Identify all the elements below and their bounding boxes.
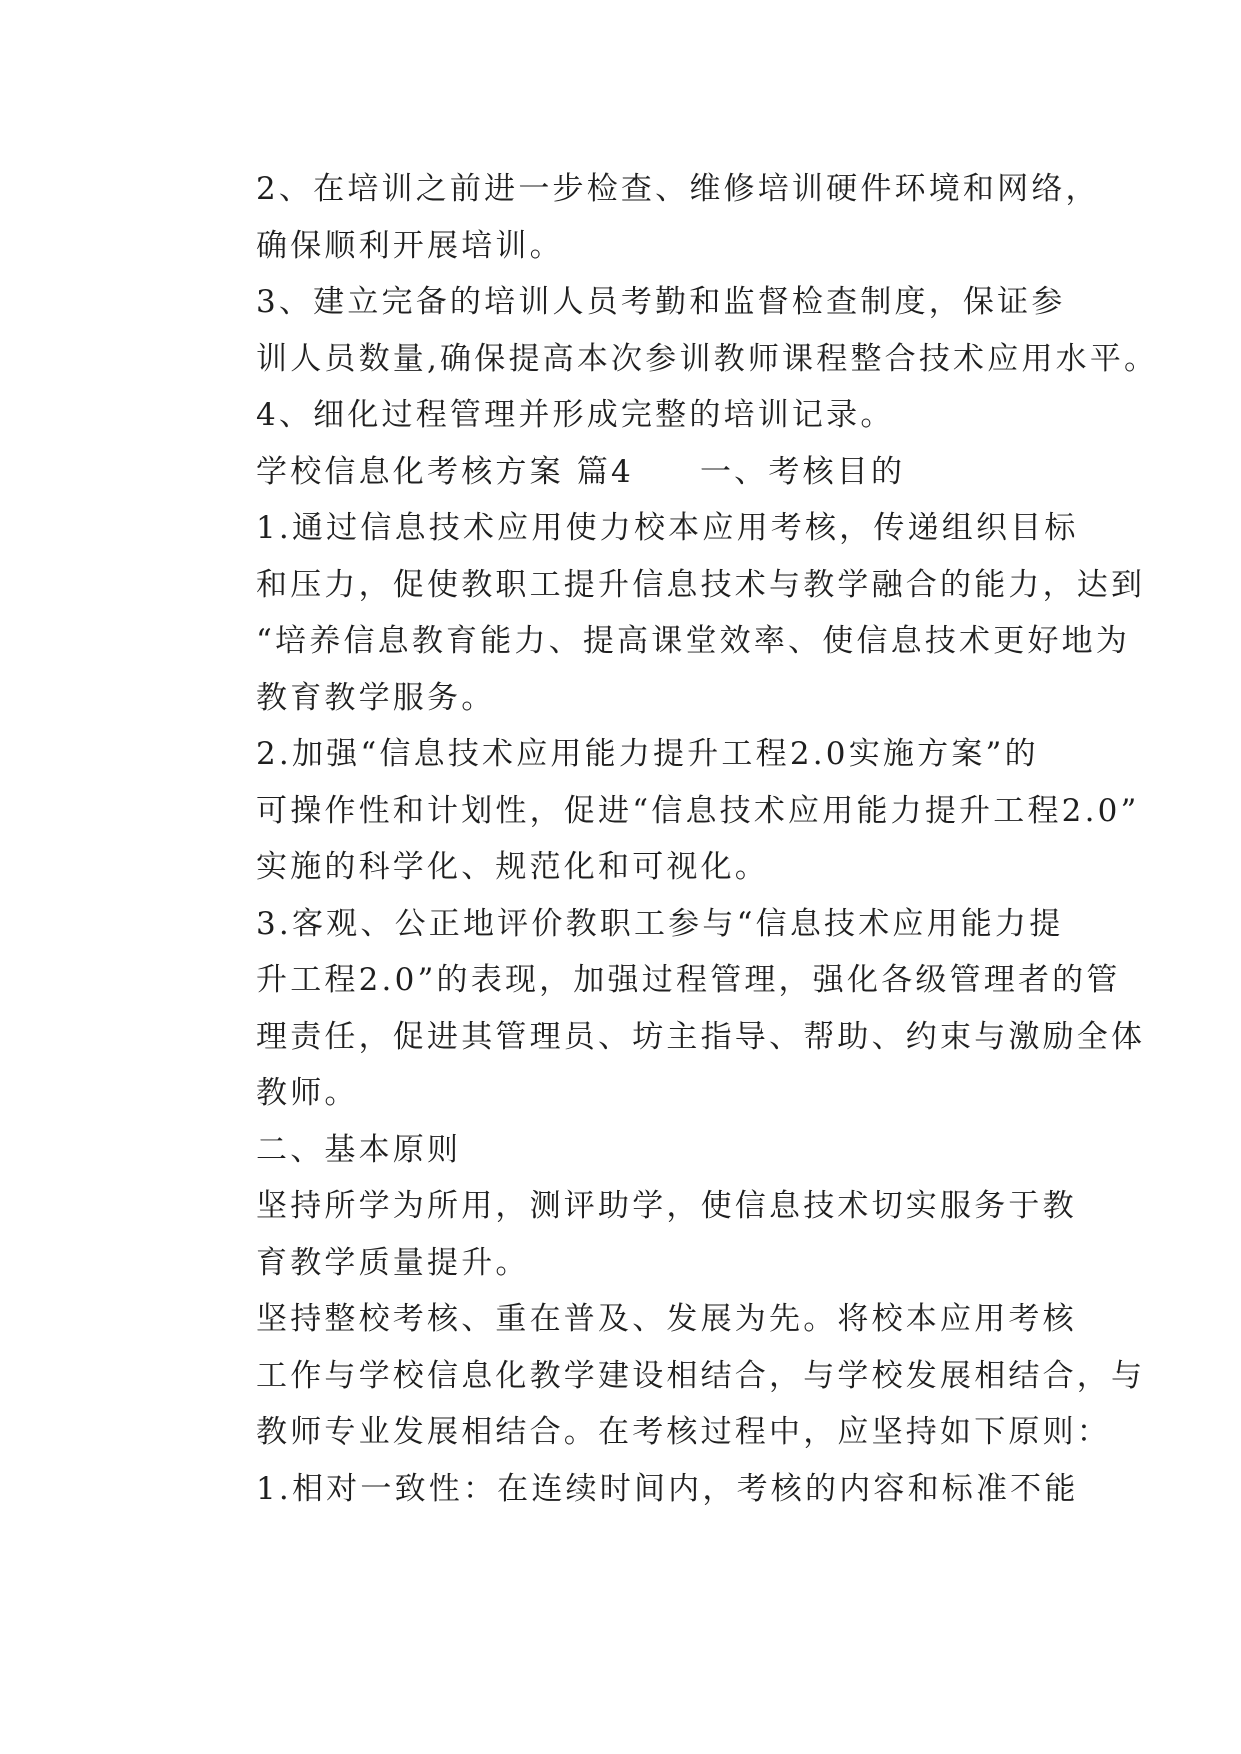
section-heading-basic-principles: [192, 1122, 1052, 1179]
text-line: 训人员数量,确保提高本次参训教师课程整合技术应用水平。: [256, 340, 1159, 377]
paragraph-purpose-1: [192, 500, 1146, 726]
text-line: 2.加强“信息技术应用能力提升工程2.0实施方案”的: [256, 736, 1039, 772]
document-body: [192, 161, 1159, 1517]
paragraph-purpose-2: [192, 726, 1140, 896]
text-line: 实施的科学化、规范化和可视化。: [256, 849, 769, 885]
text-line: 1.相对一致性：在连续时间内，考核的内容和标准不能: [256, 1470, 1079, 1507]
text-line: 3、建立完备的培训人员考勤和监督检查制度，保证参: [256, 284, 1066, 320]
section-heading-assessment-purpose: 一、考核目的: [699, 453, 906, 490]
paragraph-attendance-system: [192, 274, 1159, 387]
text-line: 教育教学服务。: [256, 679, 496, 716]
text-line: 工作与学校信息化教学建设相结合，与学校发展相结合，与: [256, 1357, 1146, 1394]
text-line: 理责任，促进其管理员、坊主指导、帮助、约束与激励全体: [256, 1018, 1146, 1055]
section-title-line: [192, 444, 1052, 501]
text-line: 二、基本原则: [256, 1131, 462, 1168]
text-line: 可操作性和计划性，促进“信息技术应用能力提升工程2.0”: [256, 792, 1140, 829]
text-line: 和压力，促使教职工提升信息技术与教学融合的能力，达到: [256, 566, 1146, 603]
text-line: 2、在培训之前进一步检查、维修培训硬件环境和网络，: [256, 171, 1100, 207]
paragraph-consistency-principle: [192, 1461, 1079, 1518]
text-line: 教师。: [256, 1075, 359, 1111]
document-title: 学校信息化考核方案 篇4: [256, 453, 634, 490]
text-line: 1.通过信息技术应用使力校本应用考核，传递组织目标: [256, 510, 1079, 546]
text-line: 坚持整校考核、重在普及、发展为先。将校本应用考核: [256, 1301, 1077, 1337]
text-line: 3.客观、公正地评价教职工参与“信息技术应用能力提: [256, 905, 1064, 942]
text-line: 育教学质量提升。: [256, 1244, 530, 1281]
text-line: 确保顺利开展培训。: [256, 227, 564, 264]
text-line: 教师专业发展相结合。在考核过程中，应坚持如下原则：: [256, 1414, 1111, 1450]
text-line: 升工程2.0”的表现，加强过程管理，强化各级管理者的管: [256, 962, 1121, 998]
paragraph-principle-learning: [192, 1178, 1077, 1291]
text-line: 4、细化过程管理并形成完整的培训记录。: [256, 397, 895, 433]
paragraph-principle-school-assessment: [192, 1291, 1146, 1461]
paragraph-training-environment: [192, 161, 1100, 274]
text-line: “培养信息教育能力、提高课堂效率、使信息技术更好地为: [256, 623, 1131, 659]
text-line: 坚持所学为所用，测评助学，使信息技术切实服务于教: [256, 1188, 1077, 1224]
paragraph-process-management: [192, 387, 1052, 444]
paragraph-purpose-3: [192, 896, 1146, 1122]
